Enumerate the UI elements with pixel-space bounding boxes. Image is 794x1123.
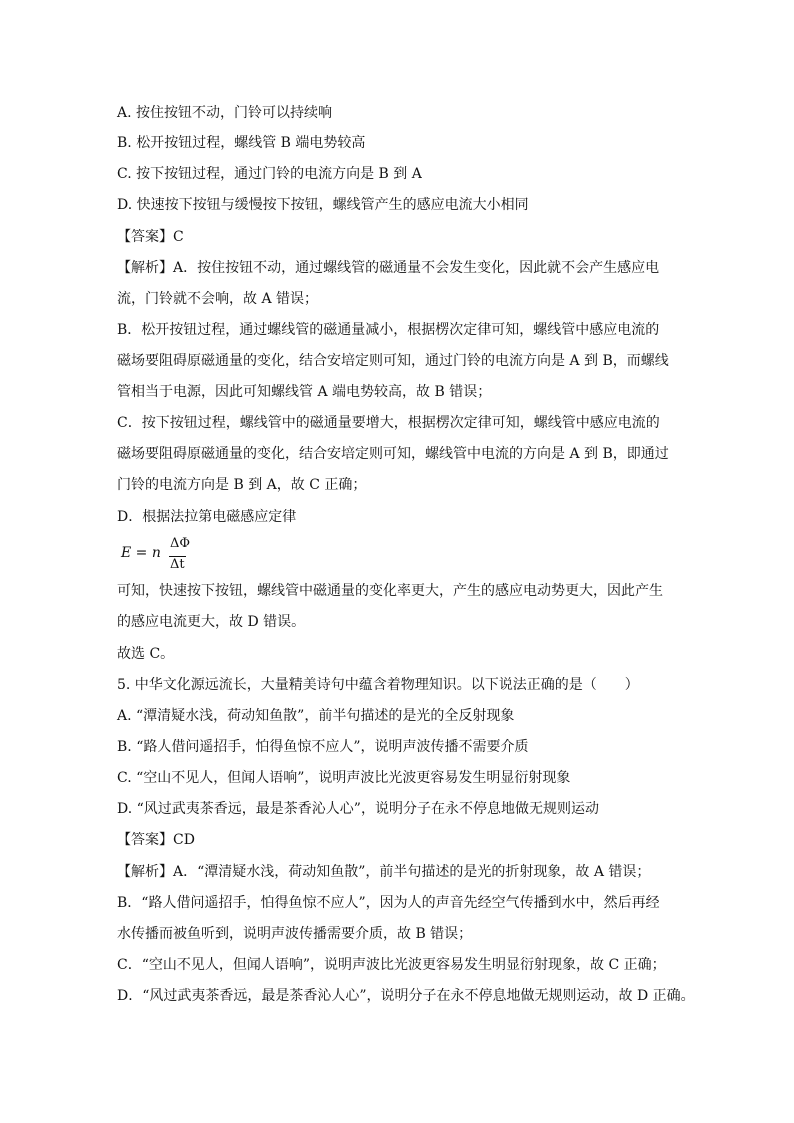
- analysis-line: 磁场要阻碍原磁通量的变化，结合安培定则可知，螺线管中电流的方向是 A 到 B，即通过: [117, 446, 669, 462]
- analysis-line: B．松开按钮过程，通过螺线管的磁通量减小，根据楞次定律可知，螺线管中感应电流的: [117, 322, 660, 338]
- analysis-line: 管相当于电源，因此可知螺线管 A 端电势较高，故 B 错误；: [117, 384, 492, 400]
- formula-denominator: Δt: [170, 557, 185, 572]
- option-d: D. 快速按下按钮与缓慢按下按钮，螺线管产生的感应电流大小相同: [117, 197, 529, 213]
- answer-label: 【答案】C: [117, 229, 184, 245]
- analysis-line: D．根据法拉第电磁感应定律: [117, 509, 297, 525]
- analysis-line: 流，门铃就不会响，故 A 错误；: [117, 291, 319, 307]
- analysis-line: 【解析】A．“潭清疑水浅，荷动知鱼散”，前半句描述的是光的折射现象，故 A 错误；: [117, 864, 651, 880]
- question-stem: 5. 中华文化源远流长，大量精美诗句中蕴含着物理知识。以下说法正确的是（ ）: [117, 677, 639, 693]
- answer-label: 【答案】CD: [117, 832, 195, 848]
- option-c: C. “空山不见人，但闻人语响”，说明声波比光波更容易发生明显衍射现象: [117, 770, 571, 786]
- formula-numerator: ΔΦ: [170, 536, 191, 551]
- option-b: B. “路人借问遥招手，怕得鱼惊不应人”，说明声波传播不需要介质: [117, 739, 529, 755]
- option-a: A. “潭清疑水浅，荷动知鱼散”，前半句描述的是光的全反射现象: [117, 708, 515, 724]
- option-a: A. 按住按钮不动，门铃可以持续响: [117, 105, 333, 121]
- analysis-line: B．“路人借问遥招手，怕得鱼惊不应人”，因为人的声音先经空气传播到水中，然后再经: [117, 895, 660, 911]
- analysis-line: 水传播而被鱼听到，说明声波传播需要介质，故 B 错误；: [117, 926, 473, 942]
- analysis-line: 可知，快速按下按钮，螺线管中磁通量的变化率更大，产生的感应电动势更大，因此产生: [117, 583, 663, 599]
- formula-lhs: E = n: [121, 545, 161, 561]
- analysis-line: C．按下按钮过程，螺线管中的磁通量要增大，根据楞次定律可知，螺线管中感应电流的: [117, 415, 660, 431]
- option-b: B. 松开按钮过程，螺线管 B 端电势较高: [117, 135, 366, 151]
- option-c: C. 按下按钮过程，通过门铃的电流方向是 B 到 A: [117, 166, 422, 182]
- analysis-line: 【解析】A．按住按钮不动，通过螺线管的磁通量不会发生变化，因此就不会产生感应电: [117, 260, 660, 276]
- analysis-line: C．“空山不见人，但闻人语响”，说明声波比光波更容易发生明显衍射现象，故 C 正确；: [117, 957, 666, 973]
- analysis-line: D．“风过武夷茶香远，最是茶香沁人心”，说明分子在永不停息地做无规则运动，故 D 正确。: [117, 988, 695, 1004]
- analysis-line: 门铃的电流方向是 B 到 A，故 C 正确；: [117, 477, 367, 493]
- faraday-formula: [121, 536, 201, 576]
- analysis-line: 磁场要阻碍原磁通量的变化，结合安培定则可知，通过门铃的电流方向是 A 到 B，而螺线: [117, 353, 669, 369]
- analysis-line: 的感应电流更大，故 D 错误。: [117, 614, 306, 630]
- option-d: D. “风过武夷茶香远，最是茶香沁人心”，说明分子在永不停息地做无规则运动: [117, 801, 599, 817]
- conclusion-line: 故选 C。: [117, 646, 175, 662]
